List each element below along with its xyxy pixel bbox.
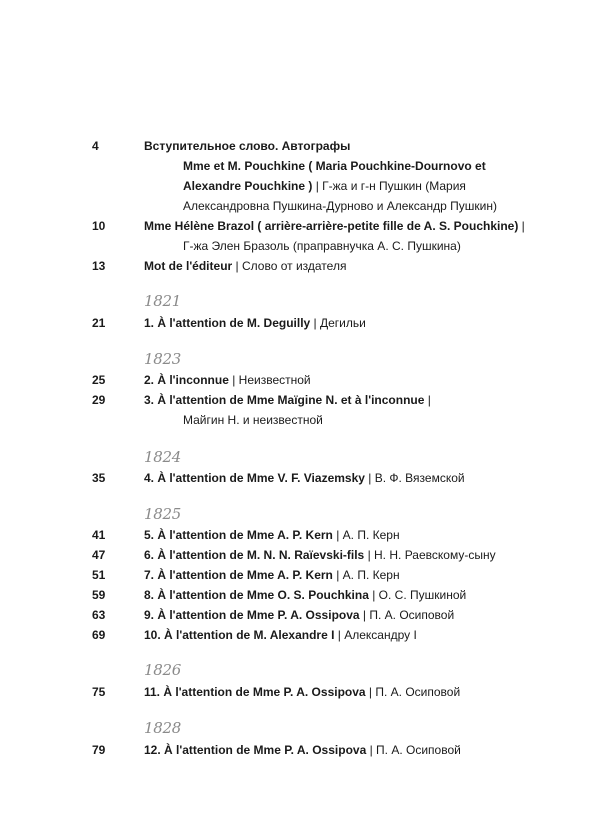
entry-title: 8. À l'attention de Mme O. S. Pouchkina | О. С. Пушкиной xyxy=(144,588,467,602)
year-heading-1823: 1823 xyxy=(144,350,181,368)
page-number: 41 xyxy=(92,528,106,542)
page-number: 13 xyxy=(92,259,106,273)
entry-title: 4. À l'attention de Mme V. F. Viazemsky | В. Ф. Вяземской xyxy=(144,471,465,485)
entry-title: 6. À l'attention de M. N. N. Raïevski-fils | Н. Н. Раевскому-сыну xyxy=(144,548,496,562)
page-number: 79 xyxy=(92,743,106,757)
entry-translation: Майгин Н. и неизвестной xyxy=(183,413,323,427)
entry-title: Mme et M. Pouchkine ( Maria Pouchkine-Dournovo et xyxy=(183,159,486,173)
entry-title: 3. À l'attention de Mme Maïgine N. et à l'inconnue | xyxy=(144,393,431,407)
year-heading-1824: 1824 xyxy=(144,448,181,466)
page-number: 51 xyxy=(92,568,106,582)
page-number: 21 xyxy=(92,316,106,330)
page-number: 69 xyxy=(92,628,106,642)
year-heading-1828: 1828 xyxy=(144,719,181,737)
entry-title: 9. À l'attention de Mme P. A. Ossipova | П. А. Осиповой xyxy=(144,608,455,622)
page-number: 25 xyxy=(92,373,106,387)
entry-title: Вступительное слово. Автографы xyxy=(144,139,351,153)
page-number: 29 xyxy=(92,393,106,407)
year-heading-1821: 1821 xyxy=(144,292,181,310)
entry-title: 2. À l'inconnue | Неизвестной xyxy=(144,373,311,387)
page-number: 47 xyxy=(92,548,106,562)
year-heading-1826: 1826 xyxy=(144,661,181,679)
page-number: 4 xyxy=(92,139,99,153)
entry-translation: Г-жа Элен Бразоль (праправнучка А. С. Пушкина) xyxy=(183,239,461,253)
entry-title: 11. À l'attention de Mme P. A. Ossipova | П. А. Осиповой xyxy=(144,685,461,699)
entry-title: 5. À l'attention de Mme A. P. Kern | А. П. Керн xyxy=(144,528,400,542)
page-number: 59 xyxy=(92,588,106,602)
page-number: 75 xyxy=(92,685,106,699)
page-number: 35 xyxy=(92,471,106,485)
entry-title: 10. À l'attention de M. Alexandre I | Александру I xyxy=(144,628,417,642)
entry-title: Mot de l'éditeur | Слово от издателя xyxy=(144,259,347,273)
page-number: 63 xyxy=(92,608,106,622)
entry-title: Mme Hélène Brazol ( arrière-arrière-petite fille de A. S. Pouchkine) | xyxy=(144,219,525,233)
entry-title: Alexandre Pouchkine ) | Г-жа и г-н Пушкин (Мария xyxy=(183,179,466,193)
entry-translation: Александровна Пушкина-Дурново и Александр Пушкин) xyxy=(183,199,497,213)
entry-title: 7. À l'attention de Mme A. P. Kern | А. П. Керн xyxy=(144,568,400,582)
entry-title: 12. À l'attention de Mme P. A. Ossipova | П. А. Осиповой xyxy=(144,743,461,757)
entry-title: 1. À l'attention de M. Deguilly | Дегильи xyxy=(144,316,366,330)
year-heading-1825: 1825 xyxy=(144,505,181,523)
page-number: 10 xyxy=(92,219,106,233)
